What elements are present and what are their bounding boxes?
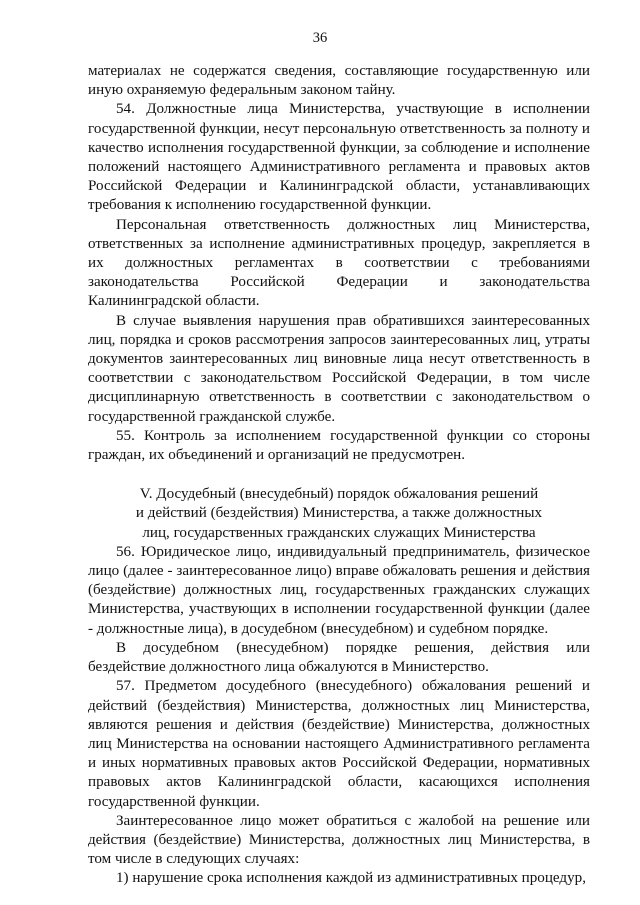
paragraph-continuation: материалах не содержатся сведения, составляющие государственную или иную охраняемую федеральным законом тайну.: [88, 63, 590, 99]
paragraph-55: 55. Контроль за исполнением государственной функции со стороны граждан, их объединений и организаций не предусмотрен.: [88, 427, 590, 464]
paragraph-complaint-cases: Заинтересованное лицо может обратиться с жалобой на решение или действия (бездействие) Министерства, должностных лиц Министерства, в том числе в следующих случаях:: [88, 812, 590, 868]
section-heading-line: и действий (бездействия) Министерства, а также должностных: [135, 505, 543, 522]
paragraph-pretrial-order: В досудебном (внесудебном) порядке решения, действия или бездействие должностного лица обжалуются в Министерство.: [88, 639, 590, 676]
paragraph-54: 54. Должностные лица Министерства, участвующие в исполнении государственной функции, несут персональную ответственность за полноту и качество исполнения государственной функции, за соблюдение и исполнение положений настоящего Административного регламента и правовых актов Российской Федерации и Калининградской области, устанавливающих требования к исполнению государственной функции.: [88, 101, 590, 214]
paragraph-personal-responsibility: Персональная ответственность должностных лиц Министерства, ответственных за исполнение административных процедур, закрепляется в их должностных регламентах в соответствии с требованиями законодательства Российской Федерации и законодательства Калининградской области.: [88, 216, 590, 310]
page-number: 36: [312, 30, 328, 46]
section-heading-line: V. Досудебный (внесудебный) порядок обжалования решений: [139, 486, 539, 503]
paragraph-57: 57. Предметом досудебного (внесудебного) обжалования решений и действий (бездействия) Министерства, должностных лиц Министерства, являются решения и действия (бездействие) Министерства, должностных лиц Министерства на основании настоящего Административного регламента и иных нормативных правовых актов Российской Федерации, нормативных правовых актов Калининградской области, касающихся исполнения государственной функции.: [88, 678, 590, 810]
list-item-1: 1) нарушение срока исполнения каждой из административных процедур,: [116, 870, 586, 887]
paragraph-violations: В случае выявления нарушения прав обратившихся заинтересованных лиц, порядка и сроков рассмотрения запросов заинтересованных лиц, утраты документов заинтересованных лиц виновные лица несут ответственность в соответствии с законодательством Российской Федерации, в том числе дисциплинарную ответственность в соответствии с законодательством о государственной гражданской службе.: [88, 312, 590, 425]
section-heading-line: лиц, государственных гражданских служащих Министерства: [142, 524, 536, 541]
paragraph-56: 56. Юридическое лицо, индивидуальный предприниматель, физическое лицо (далее - заинтересованное лицо) вправе обжаловать решения и действия (бездействие) должностных лиц, государственных гражданских служащих Министерства, участвующих в исполнении государственной функции (далее - должностные лица), в досудебном (внесудебном) и судебном порядке.: [88, 543, 590, 637]
document-body: [88, 62, 590, 889]
section-heading: [88, 485, 590, 543]
